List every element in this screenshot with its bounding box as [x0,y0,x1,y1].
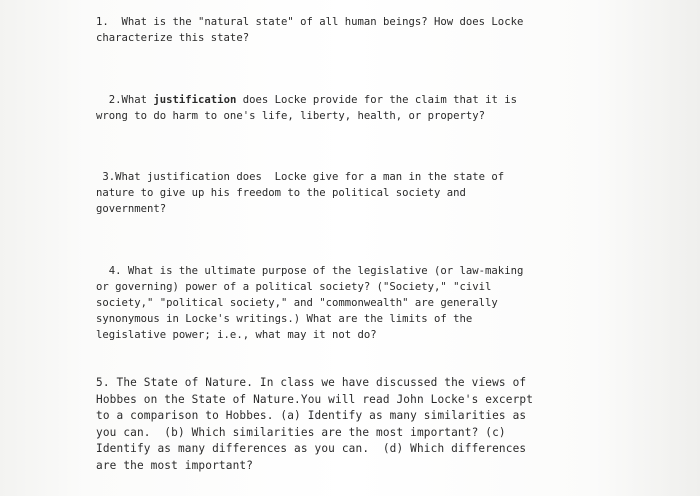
question-5 [96,375,533,474]
question-2-line-1 [96,92,517,108]
question-1-line-2: characterize this state? [96,32,250,44]
question-4-line-5: legislative power; i.e., what may it not do? [96,329,377,341]
question-4-line-3: society," "political society," and "commonwealth" are generally [96,297,498,309]
question-5-line-5: Identify as many differences as you can. (d) Which differences [96,442,527,455]
question-3 [96,169,504,217]
question-4-line-1: 4. What is the ultimate purpose of the legislative (or law-making [96,265,524,277]
question-2-line-1-start: 2.What [96,94,154,106]
question-5-line-1: 5. The State of Nature. In class we have discussed the views of [96,376,527,389]
question-5-line-6: are the most important? [96,458,254,472]
question-4 [96,263,523,343]
question-2-line-1-end: does Locke provide for the claim that it is [236,94,517,106]
question-5-line-4: you can. (b) Which similarities are the most important? (c) [96,425,506,439]
question-3-line-3: government? [96,203,167,215]
question-1 [96,14,523,46]
question-5-line-3: to a comparison to Hobbes. (a) Identify as many similarities as [96,409,527,422]
question-2-line-2: wrong to do harm to one's life, liberty, health, or property? [96,110,486,122]
question-4-line-4: synonymous in Locke's writings.) What are the limits of the [96,313,473,325]
question-1-line-1: 1. What is the "natural state" of all human beings? How does Locke [96,16,524,28]
question-4-line-2: or governing) power of a political society? ("Society," "civil [96,281,492,293]
question-5-line-2: Hobbes on the State of Nature.You will read John Locke's excerpt [96,392,534,406]
question-2 [96,92,517,124]
question-3-line-1: 3.What justification does Locke give for a man in the state of [96,171,505,183]
question-3-line-2: nature to give up his freedom to the political society and [96,187,466,199]
question-2-bold-term: justification [153,94,237,106]
